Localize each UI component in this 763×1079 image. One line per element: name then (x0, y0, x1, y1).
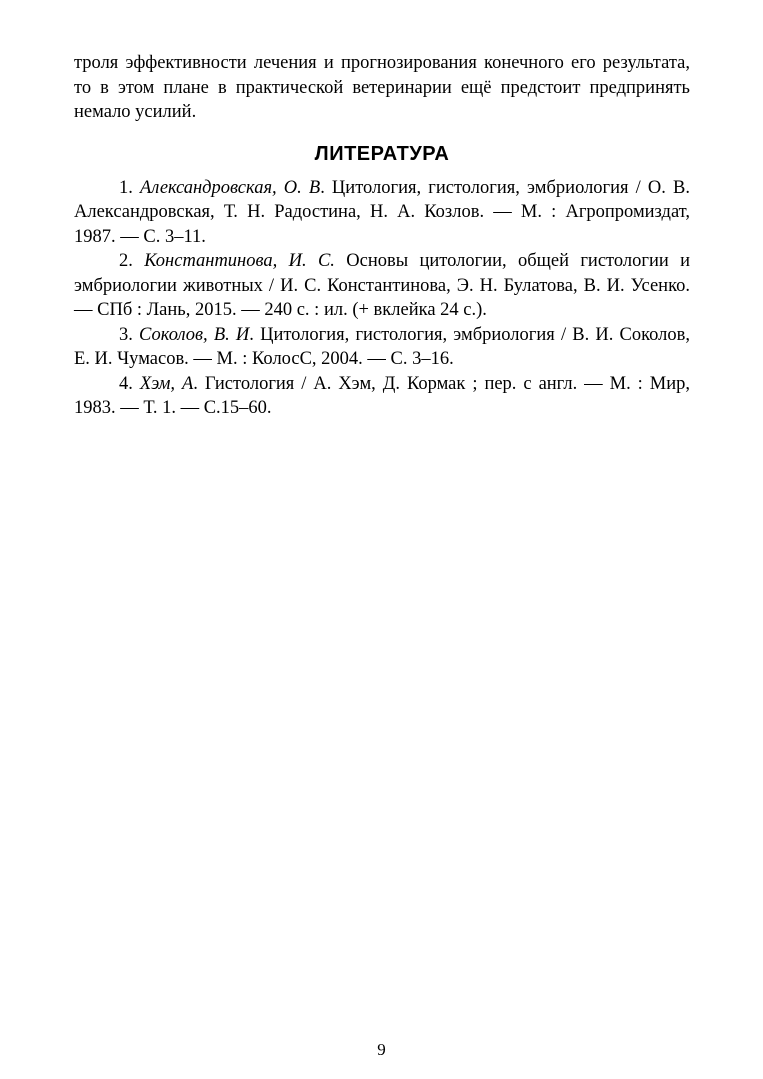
reference-number: 3. (119, 324, 140, 345)
reference-number: 1. (119, 177, 140, 198)
page-number: 9 (377, 1040, 386, 1059)
intro-paragraph: троля эффективности лечения и прогнозирования конечного его результата, то в этом плане в практической ветеринарии ещё предстоит предпринять немало усилий. (74, 53, 690, 122)
reference-item (74, 249, 690, 323)
reference-author: Хэм, А (139, 373, 194, 394)
reference-author: Константинова, И. С. (144, 251, 335, 271)
reference-list (74, 176, 690, 421)
reference-author: Соколов, В. И (139, 324, 250, 345)
reference-details: . Цитология, гистология, эмбриология / О. В. Александровская, Т. Н. Радостина, Н. А. Козлов. — М. : Агропромиздат, 1987. — С. 3–11. (74, 177, 690, 247)
reference-number: 2. (119, 251, 145, 271)
page-body (74, 51, 690, 421)
reference-author: Александровская, О. В (140, 177, 321, 198)
reference-item (74, 372, 690, 421)
reference-item (74, 323, 690, 372)
reference-details: . Гистология / А. Хэм, Д. Кормак ; пер. с англ. — М. : Мир, 1983. — Т. 1. — С.15–60. (74, 373, 690, 418)
reference-details: . Цитология, гистология, эмбриология / В. И. Соколов, Е. И. Чумасов. — М. : КолосС, 2004. — С. 3–16. (74, 324, 690, 369)
reference-item (74, 176, 690, 250)
reference-details: Основы цитологии, общей гистологии и эмбриологии животных / И. С. Константинова, Э. Н. Булатова, В. И. Усенко. — СПб : Лань, 2015. — 240 с. : ил. (+ вклейка 24 с.). (74, 251, 690, 320)
section-heading-literature: ЛИТЕРАТУРА (314, 142, 450, 165)
reference-number: 4. (119, 373, 140, 394)
